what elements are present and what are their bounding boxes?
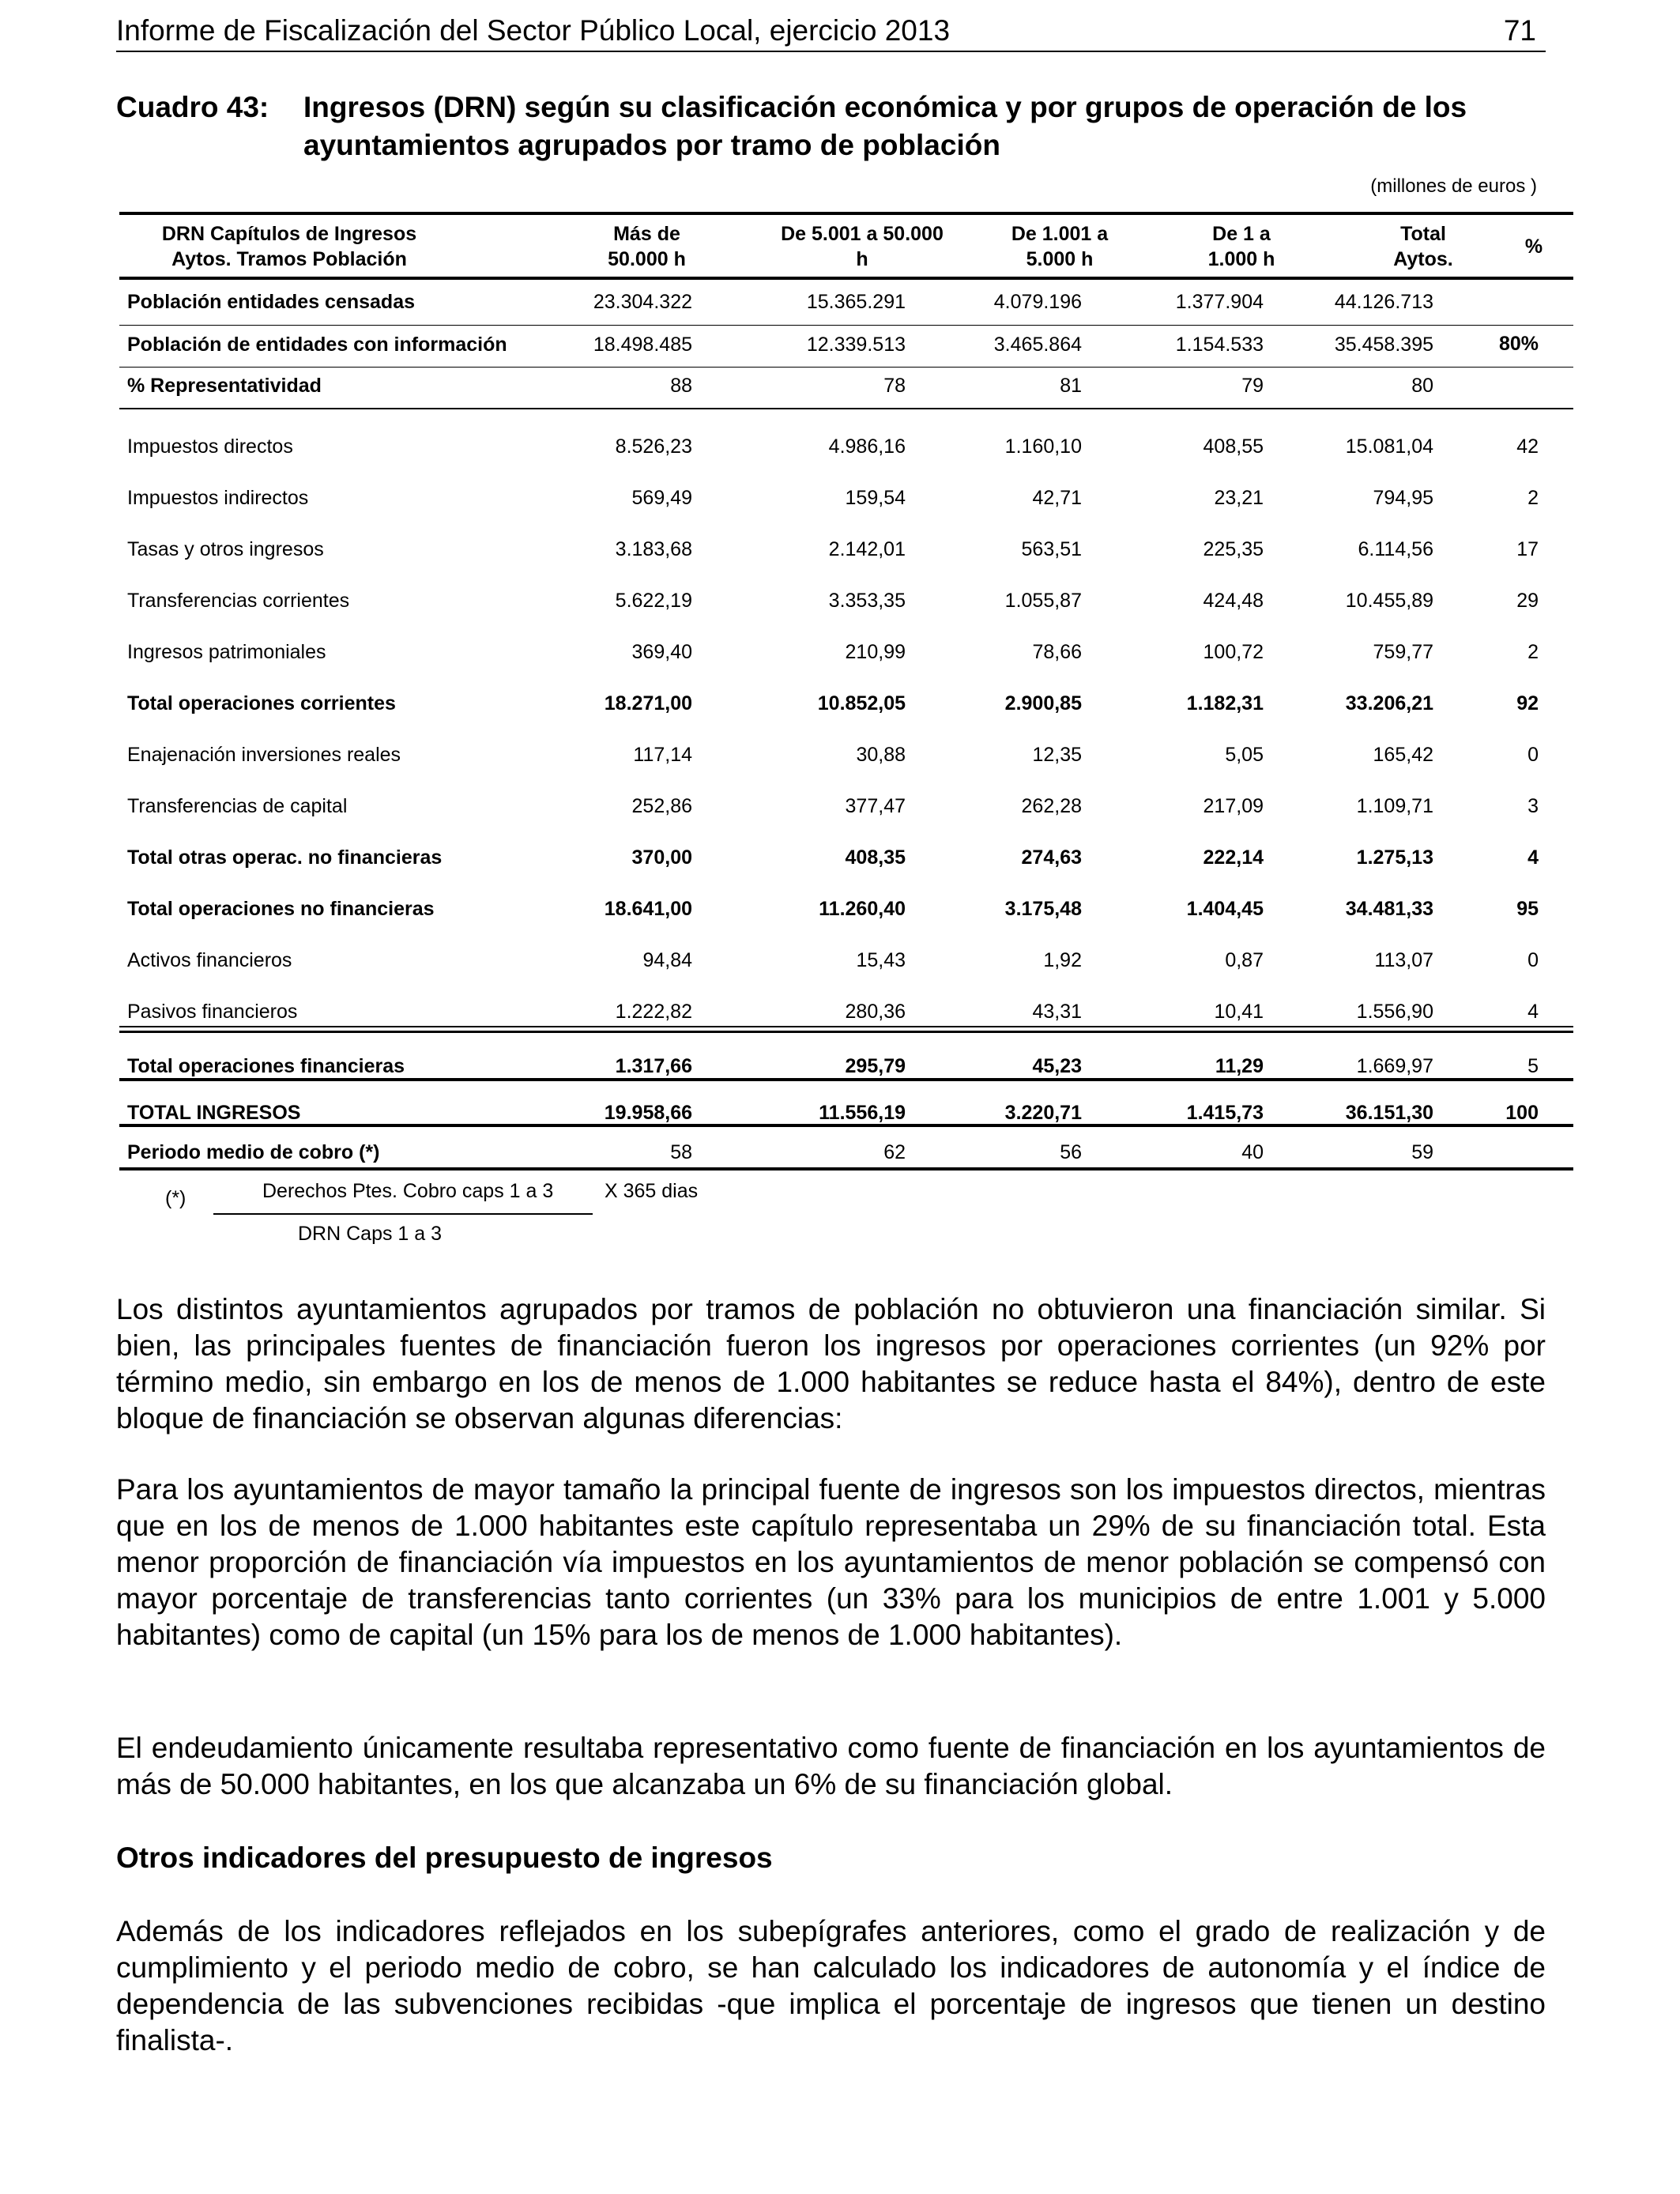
table-row-label: Impuestos indirectos	[127, 487, 309, 509]
header-bottom-rule	[119, 277, 1573, 280]
table-row-label: Pasivos financieros	[127, 1001, 298, 1023]
table-cell: 11.556,19	[819, 1102, 906, 1124]
header-line: DRN Capítulos de Ingresos	[161, 223, 417, 245]
table-cell: 1.222,82	[615, 1001, 692, 1023]
header-line: Aytos.	[1393, 248, 1453, 270]
population-cell: 44.126.713	[1334, 291, 1433, 313]
table-cell: 40	[1241, 1141, 1264, 1163]
table-cell: 3	[1527, 795, 1539, 817]
table-cell: 1.404,45	[1186, 898, 1264, 920]
table-cell: 4	[1527, 846, 1539, 869]
table-cell: 370,00	[631, 846, 692, 869]
population-cell: 23.304.322	[593, 291, 692, 313]
table-cell: 1.317,66	[615, 1055, 692, 1077]
table-cell: 3.175,48	[1004, 898, 1082, 920]
header-cell-concept	[127, 221, 451, 272]
population-cell: 3.465.864	[993, 334, 1082, 356]
table-cell: 408,35	[845, 846, 906, 869]
table-cell: 1.182,31	[1186, 692, 1264, 714]
table-row-label: Total otras operac. no financieras	[127, 846, 443, 869]
table-cell: 33.206,21	[1345, 692, 1433, 714]
table-cell: 424,48	[1203, 590, 1264, 612]
table-cell: 1.669,97	[1356, 1055, 1433, 1077]
table-cell: 23,21	[1214, 487, 1264, 509]
table-cell: 58	[670, 1141, 692, 1163]
header-line: 5.000 h	[1026, 248, 1094, 270]
table-cell: 59	[1411, 1141, 1433, 1163]
header-line: De 1 a	[1212, 223, 1271, 245]
table-cell: 1,92	[1043, 949, 1082, 971]
table-cell: 210,99	[845, 641, 906, 663]
table-cell: 30,88	[856, 744, 906, 766]
header-line: Más de	[613, 223, 680, 245]
table-rule	[119, 1078, 1573, 1081]
population-percent: 80%	[1498, 333, 1539, 355]
table-cell: 3.183,68	[615, 538, 692, 560]
table-cell: 2.900,85	[1004, 692, 1082, 714]
table-cell: 1.556,90	[1356, 1001, 1433, 1023]
table-cell: 1.109,71	[1356, 795, 1433, 817]
table-row-label: TOTAL INGRESOS	[127, 1102, 301, 1124]
table-cell: 100	[1505, 1102, 1539, 1124]
header-cell-total	[1352, 221, 1494, 272]
table-row-label: Ingresos patrimoniales	[127, 641, 326, 663]
header-line: 1.000 h	[1207, 248, 1275, 270]
table-row-label: Enajenación inversiones reales	[127, 744, 401, 766]
section-subheading: Otros indicadores del presupuesto de ingresos	[116, 1842, 773, 1874]
table-bottom-rule	[119, 1167, 1573, 1171]
table-row-label: Total operaciones financieras	[127, 1055, 405, 1077]
table-cell: 8.526,23	[615, 435, 692, 458]
table-rule	[119, 1026, 1573, 1027]
population-cell: 18.498.485	[593, 334, 692, 356]
header-cell-small	[981, 221, 1139, 272]
paragraph-4: Además de los indicadores reflejados en los subepígrafes anteriores, como el grado de realización y de cumplimiento y el periodo medio de cobro, se han calculado los indicadores de autonomía y el índice de dependencia de las subvenciones recibidas -que implica el porcentaje de ingresos que tienen un destino finalista-.	[116, 1915, 1546, 2056]
population-row-label: Población entidades censadas	[127, 291, 416, 313]
table-cell: 15,43	[856, 949, 906, 971]
paragraph-3: El endeudamiento únicamente resultaba representativo como fuente de financiación en los ayuntamientos de más de 50.000 habitantes, en los que alcanzaba un 6% de su financiación global.	[116, 1732, 1546, 1800]
table-rule	[119, 1031, 1573, 1033]
population-cell: 1.154.533	[1175, 334, 1264, 356]
table-cell: 295,79	[845, 1055, 906, 1077]
table-cell: 11,29	[1215, 1055, 1264, 1077]
table-cell: 117,14	[633, 744, 692, 766]
table-cell: 113,07	[1374, 949, 1433, 971]
units-note: (millones de euros )	[1370, 175, 1537, 197]
table-cell: 5	[1527, 1055, 1539, 1077]
table-cell: 18.641,00	[604, 898, 692, 920]
table-rule	[119, 1124, 1573, 1127]
table-cell: 92	[1516, 692, 1539, 714]
table-cell: 1.160,10	[1004, 435, 1082, 458]
table-cell: 95	[1516, 898, 1539, 920]
table-cell: 12,35	[1032, 744, 1082, 766]
table-cell: 3.353,35	[828, 590, 906, 612]
table-cell: 29	[1516, 590, 1539, 612]
population-rule	[119, 325, 1573, 326]
header-cell-large	[558, 221, 736, 272]
table-cell: 569,49	[631, 487, 692, 509]
header-line: 50.000 h	[608, 248, 686, 270]
table-cell: 159,54	[845, 487, 906, 509]
table-cell: 0	[1527, 744, 1539, 766]
table-row-label: Total operaciones corrientes	[127, 692, 396, 714]
table-cell: 10.455,89	[1345, 590, 1433, 612]
table-cell: 4.986,16	[828, 435, 906, 458]
population-cell: 79	[1241, 375, 1264, 397]
population-cell: 1.377.904	[1175, 291, 1264, 313]
header-line: Total	[1400, 223, 1446, 245]
caption-title: Ingresos (DRN) según su clasificación económica y por grupos de operación de los ayuntamientos agrupados por tramo de población	[303, 91, 1467, 161]
table-cell: 759,77	[1373, 641, 1433, 663]
table-row-label: Impuestos directos	[127, 435, 293, 458]
table-top-rule	[119, 212, 1573, 215]
table-cell: 3.220,71	[1004, 1102, 1082, 1124]
formula-fraction-line	[213, 1213, 593, 1215]
population-cell: 80	[1411, 375, 1433, 397]
table-cell: 78,66	[1032, 641, 1082, 663]
header-line: De 1.001 a	[1011, 223, 1109, 245]
population-row-label: % Representatividad	[127, 375, 322, 397]
table-row-label: Periodo medio de cobro (*)	[127, 1141, 380, 1163]
table-cell: 42	[1516, 435, 1539, 458]
table-cell: 6.114,56	[1358, 538, 1433, 560]
table-cell: 56	[1060, 1141, 1082, 1163]
table-cell: 225,35	[1203, 538, 1264, 560]
table-cell: 280,36	[845, 1001, 906, 1023]
table-cell: 36.151,30	[1345, 1102, 1433, 1124]
formula-denominator: DRN Caps 1 a 3	[298, 1223, 443, 1245]
header-line: h	[856, 248, 868, 270]
header-line: De 5.001 a 50.000	[781, 223, 944, 245]
header-line: Aytos. Tramos Población	[171, 248, 407, 270]
formula-numerator: Derechos Ptes. Cobro caps 1 a 3	[262, 1180, 554, 1202]
paragraph-1: Los distintos ayuntamientos agrupados por tramos de población no obtuvieron una financiación similar. Si bien, las principales fuentes de financiación fueron los ingresos por operaciones corrientes (un 92% por término medio, sin embargo en los de menos de 1.000 habitantes se reduce hasta el 84%), dentro de este bloque de financiación se observan algunas diferencias:	[116, 1293, 1546, 1434]
report-title: Informe de Fiscalización del Sector Público Local, ejercicio 2013	[116, 14, 951, 47]
caption-number: Cuadro 43:	[116, 91, 269, 123]
running-header	[116, 11, 1546, 52]
table-cell: 0	[1527, 949, 1539, 971]
population-cell: 12.339.513	[806, 334, 906, 356]
page-number: 71	[1503, 14, 1536, 47]
table-cell: 377,47	[845, 795, 906, 817]
table-cell: 274,63	[1021, 846, 1082, 869]
header-cell-tiny	[1162, 221, 1320, 272]
table-cell: 2	[1527, 641, 1539, 663]
table-cell: 1.275,13	[1356, 846, 1433, 869]
table-cell: 563,51	[1021, 538, 1082, 560]
table-cell: 43,31	[1032, 1001, 1082, 1023]
table-row-label: Transferencias corrientes	[127, 590, 350, 612]
table-cell: 10.852,05	[817, 692, 906, 714]
population-block-rule	[119, 408, 1573, 409]
table-cell: 0,87	[1225, 949, 1264, 971]
table-cell: 19.958,66	[604, 1102, 692, 1124]
table-cell: 100,72	[1203, 641, 1264, 663]
table-cell: 15.081,04	[1345, 435, 1433, 458]
formula-multiplier: X 365 dias	[605, 1180, 699, 1202]
table-cell: 62	[883, 1141, 906, 1163]
table-cell: 408,55	[1203, 435, 1264, 458]
table-cell: 262,28	[1021, 795, 1082, 817]
table-row-label: Transferencias de capital	[127, 795, 348, 817]
table-cell: 1.415,73	[1186, 1102, 1264, 1124]
header-cell-medium	[767, 221, 957, 272]
table-cell: 34.481,33	[1345, 898, 1433, 920]
table-row-label: Activos financieros	[127, 949, 292, 971]
population-cell: 78	[883, 375, 906, 397]
table-row-label: Total operaciones no financieras	[127, 898, 435, 920]
table-cell: 10,41	[1214, 1001, 1264, 1023]
table-cell: 11.260,40	[819, 898, 906, 920]
population-cell: 35.458.395	[1334, 334, 1433, 356]
table-cell: 45,23	[1032, 1055, 1082, 1077]
table-cell: 17	[1516, 538, 1539, 560]
population-cell: 81	[1060, 375, 1082, 397]
table-cell: 2.142,01	[828, 538, 906, 560]
population-row-label: Población de entidades con información	[127, 334, 507, 356]
paragraph-2: Para los ayuntamientos de mayor tamaño la principal fuente de ingresos son los impuestos directos, mientras que en los de menos de 1.000 habitantes este capítulo representaba un 29% de su financiación total. Esta menor proporción de financiación vía impuestos en los ayuntamientos de menor población se compensó con mayor porcentaje de transferencias tanto corrientes (un 33% para los municipios de entre 1.001 y 5.000 habitantes) como de capital (un 15% para los de menos de 1.000 habitantes).	[116, 1473, 1546, 1651]
table-cell: 2	[1527, 487, 1539, 509]
table-cell: 165,42	[1373, 744, 1433, 766]
table-cell: 18.271,00	[604, 692, 692, 714]
population-rule	[119, 367, 1573, 368]
table-cell: 5,05	[1225, 744, 1264, 766]
table-row-label: Tasas y otros ingresos	[127, 538, 324, 560]
table-cell: 42,71	[1032, 487, 1082, 509]
table-cell: 252,86	[631, 795, 692, 817]
table-cell: 217,09	[1203, 795, 1264, 817]
footnote-marker: (*)	[165, 1187, 186, 1209]
population-cell: 15.365.291	[806, 291, 906, 313]
table-cell: 369,40	[631, 641, 692, 663]
population-cell: 88	[670, 375, 692, 397]
header-cell-percent: %	[1524, 236, 1543, 258]
table-cell: 94,84	[642, 949, 692, 971]
population-cell: 4.079.196	[993, 291, 1082, 313]
table-cell: 1.055,87	[1004, 590, 1082, 612]
table-cell: 4	[1527, 1001, 1539, 1023]
table-cell: 5.622,19	[615, 590, 692, 612]
table-cell: 794,95	[1373, 487, 1433, 509]
table-cell: 222,14	[1203, 846, 1264, 869]
